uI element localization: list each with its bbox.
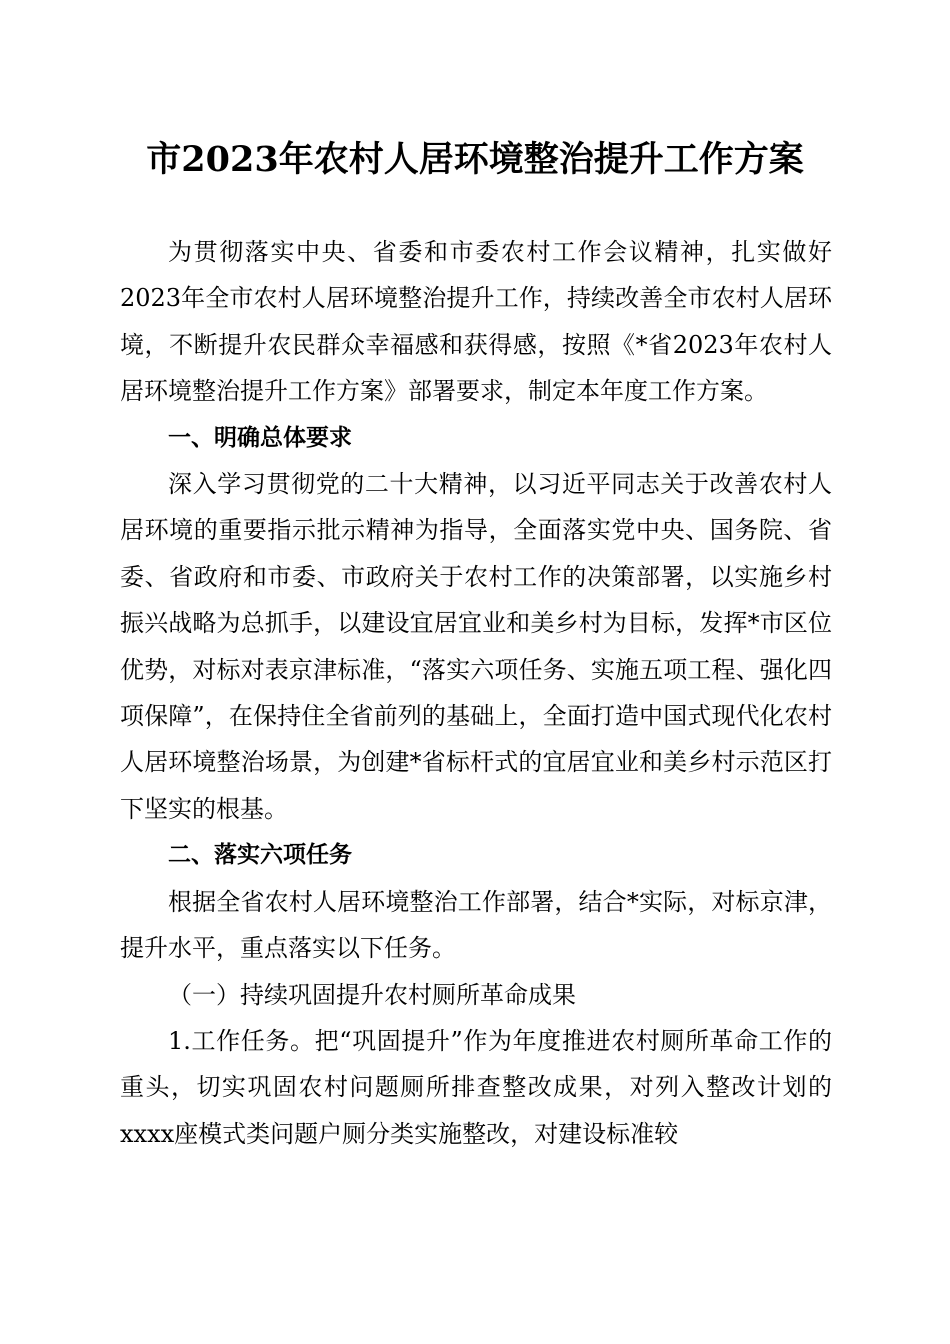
section-heading-six-tasks: 二、落实六项任务 bbox=[168, 842, 352, 869]
toilet-revolution-paragraph: 1.工作任务。把“巩固提升”作为年度推进农村厕所革命工作的重头，切实巩固农村问题厕所排查整改成果，对列入整改计划的xxxx座模式类问题户厕分类实施整改，对建设标准较 bbox=[120, 1026, 832, 1148]
document-body bbox=[120, 229, 832, 1157]
section-heading-general-requirements: 一、明确总体要求 bbox=[168, 424, 352, 451]
document-title: 市2023年农村人居环境整治提升工作方案 bbox=[146, 139, 804, 180]
subsection-heading-toilet-revolution: （一）持续巩固提升农村厕所革命成果 bbox=[168, 980, 576, 1009]
general-requirements-paragraph: 深入学习贯彻党的二十大精神，以习近平同志关于改善农村人居环境的重要指示批示精神为指导，全面落实党中央、国务院、省委、省政府和市委、市政府关于农村工作的决策部署，以实施乡村振兴战略为总抓手，以建设宜居宜业和美乡村为目标，发挥*市区位优势，对标对表京津标准，“落实六项任务、实施五项工程、强化四项保障”，在保持住全省前列的基础上，全面打造中国式现代化农村人居环境整治场景，为创建*省标杆式的宜居宜业和美乡村示范区打下坚实的根基。 bbox=[120, 470, 832, 823]
intro-paragraph: 为贯彻落实中央、省委和市委农村工作会议精神，扎实做好2023年全市农村人居环境整治提升工作，持续改善全市农村人居环境，不断提升农民群众幸福感和获得感，按照《*省2023年农村人居环境整治提升工作方案》部署要求，制定本年度工作方案。 bbox=[120, 238, 832, 406]
six-tasks-paragraph: 根据全省农村人居环境整治工作部署，结合*实际，对标京津，提升水平，重点落实以下任务。 bbox=[120, 887, 832, 963]
